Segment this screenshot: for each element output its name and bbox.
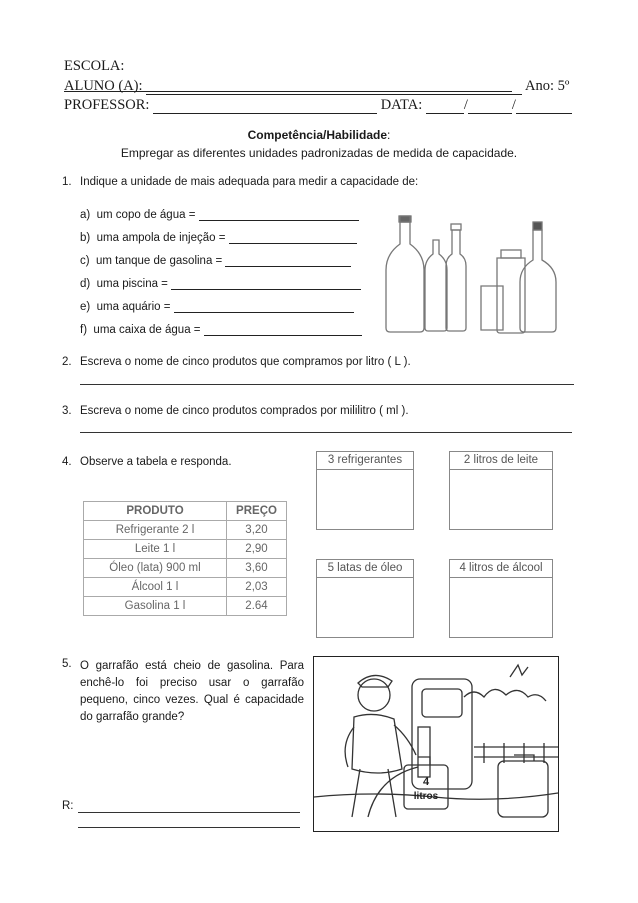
q1-item-e bbox=[80, 300, 370, 313]
q4-text: Observe a tabela e responda. bbox=[80, 456, 232, 468]
escola-label: ESCOLA: bbox=[64, 58, 125, 74]
q2-text: Escreva o nome de cinco produtos que compramos por litro ( L ). bbox=[80, 356, 411, 368]
answer-box-leite[interactable] bbox=[449, 451, 553, 530]
professor-field[interactable] bbox=[153, 99, 377, 114]
item-letter: f) bbox=[80, 324, 88, 336]
q5-answer-line-2[interactable] bbox=[78, 827, 300, 828]
date-slash: / bbox=[463, 97, 468, 113]
item-text: uma caixa de água = bbox=[93, 324, 201, 336]
item-letter: d) bbox=[80, 278, 91, 290]
q2-answer-line[interactable] bbox=[80, 384, 574, 385]
table-cell: Refrigerante 2 l bbox=[84, 521, 227, 540]
q5-answer-line-1[interactable] bbox=[78, 812, 300, 813]
table-row bbox=[84, 597, 287, 616]
aluno-field[interactable] bbox=[146, 80, 522, 95]
q1-number: 1. bbox=[62, 176, 72, 188]
ano-label: Ano: 5º bbox=[524, 78, 570, 94]
answer-box-oleo[interactable] bbox=[316, 559, 414, 638]
q3-answer-line[interactable] bbox=[80, 432, 572, 433]
table-cell: 2,90 bbox=[227, 540, 287, 559]
bottles-illustration bbox=[385, 210, 565, 335]
item-letter: b) bbox=[80, 232, 91, 244]
q3-number: 3. bbox=[62, 405, 72, 417]
table-cell: Leite 1 l bbox=[84, 540, 227, 559]
date-day-field[interactable] bbox=[426, 99, 464, 114]
item-text: uma ampola de injeção = bbox=[96, 232, 226, 244]
answer-field[interactable] bbox=[229, 231, 357, 244]
aluno-label: ALUNO (A): bbox=[64, 78, 143, 94]
answer-box-refrigerantes[interactable] bbox=[316, 451, 414, 530]
table-header-row bbox=[84, 502, 287, 521]
item-letter: c) bbox=[80, 255, 90, 267]
box-label: 4 litros de álcool bbox=[450, 560, 552, 578]
table-cell: Gasolina 1 l bbox=[84, 597, 227, 616]
answer-field[interactable] bbox=[171, 277, 361, 290]
table-row bbox=[84, 540, 287, 559]
table-cell: 3,20 bbox=[227, 521, 287, 540]
can-label-unit: litros bbox=[413, 791, 439, 802]
competencia-title bbox=[0, 128, 638, 142]
item-text: um tanque de gasolina = bbox=[95, 255, 223, 267]
table-cell: 2.64 bbox=[227, 597, 287, 616]
q4-number: 4. bbox=[62, 456, 72, 468]
q1-item-f bbox=[80, 323, 370, 336]
table-cell: Álcool 1 l bbox=[84, 578, 227, 597]
can-label-number: 4 bbox=[422, 776, 430, 788]
table-row bbox=[84, 559, 287, 578]
table-cell: 3,60 bbox=[227, 559, 287, 578]
date-month-field[interactable] bbox=[468, 99, 512, 114]
table-header: PRODUTO bbox=[84, 502, 227, 521]
box-label: 2 litros de leite bbox=[450, 452, 552, 470]
gas-station-drawing bbox=[314, 657, 558, 831]
answer-box-alcool[interactable] bbox=[449, 559, 553, 638]
box-label: 3 refrigerantes bbox=[317, 452, 413, 470]
professor-label: PROFESSOR: bbox=[64, 97, 150, 113]
data-label: DATA: bbox=[380, 97, 423, 113]
price-table bbox=[83, 501, 287, 616]
q1-item-a bbox=[80, 208, 370, 221]
item-text: uma piscina = bbox=[96, 278, 168, 290]
answer-field[interactable] bbox=[204, 323, 362, 336]
item-letter: e) bbox=[80, 301, 91, 313]
q5-number: 5. bbox=[62, 658, 72, 670]
answer-field[interactable] bbox=[199, 208, 359, 221]
box-label: 5 latas de óleo bbox=[317, 560, 413, 578]
table-cell: Óleo (lata) 900 ml bbox=[84, 559, 227, 578]
competencia-colon: : bbox=[387, 128, 391, 142]
answer-field[interactable] bbox=[225, 254, 351, 267]
date-year-field[interactable] bbox=[516, 99, 572, 114]
q1-text: Indique a unidade de mais adequada para medir a capacidade de: bbox=[80, 176, 419, 188]
q2-number: 2. bbox=[62, 356, 72, 368]
item-text: uma aquário = bbox=[96, 301, 171, 313]
item-text: um copo de água = bbox=[96, 209, 196, 221]
q5-text: O garrafão está cheio de gasolina. Para enchê-lo foi preciso usar o garrafão pequeno, cinco vezes. Qual é capacidade do garrafão grande? bbox=[80, 660, 304, 723]
answer-field[interactable] bbox=[174, 300, 354, 313]
item-letter: a) bbox=[80, 209, 91, 221]
q3-text: Escreva o nome de cinco produtos comprados por mililitro ( ml ). bbox=[80, 405, 409, 417]
table-row bbox=[84, 521, 287, 540]
table-row bbox=[84, 578, 287, 597]
q5-answer-label: R: bbox=[62, 800, 74, 812]
table-cell: 2,03 bbox=[227, 578, 287, 597]
q1-item-c bbox=[80, 254, 370, 267]
professor-row bbox=[64, 97, 576, 114]
aluno-row bbox=[64, 78, 576, 95]
table-header: PREÇO bbox=[227, 502, 287, 521]
q1-item-d bbox=[80, 277, 370, 290]
date-slash: / bbox=[511, 97, 516, 113]
competencia-text: Empregar as diferentes unidades padronizadas de medida de capacidade. bbox=[120, 146, 518, 160]
competencia-heading: Competência/Habilidade bbox=[247, 128, 388, 142]
q1-item-b bbox=[80, 231, 370, 244]
gas-station-illustration bbox=[313, 656, 559, 832]
